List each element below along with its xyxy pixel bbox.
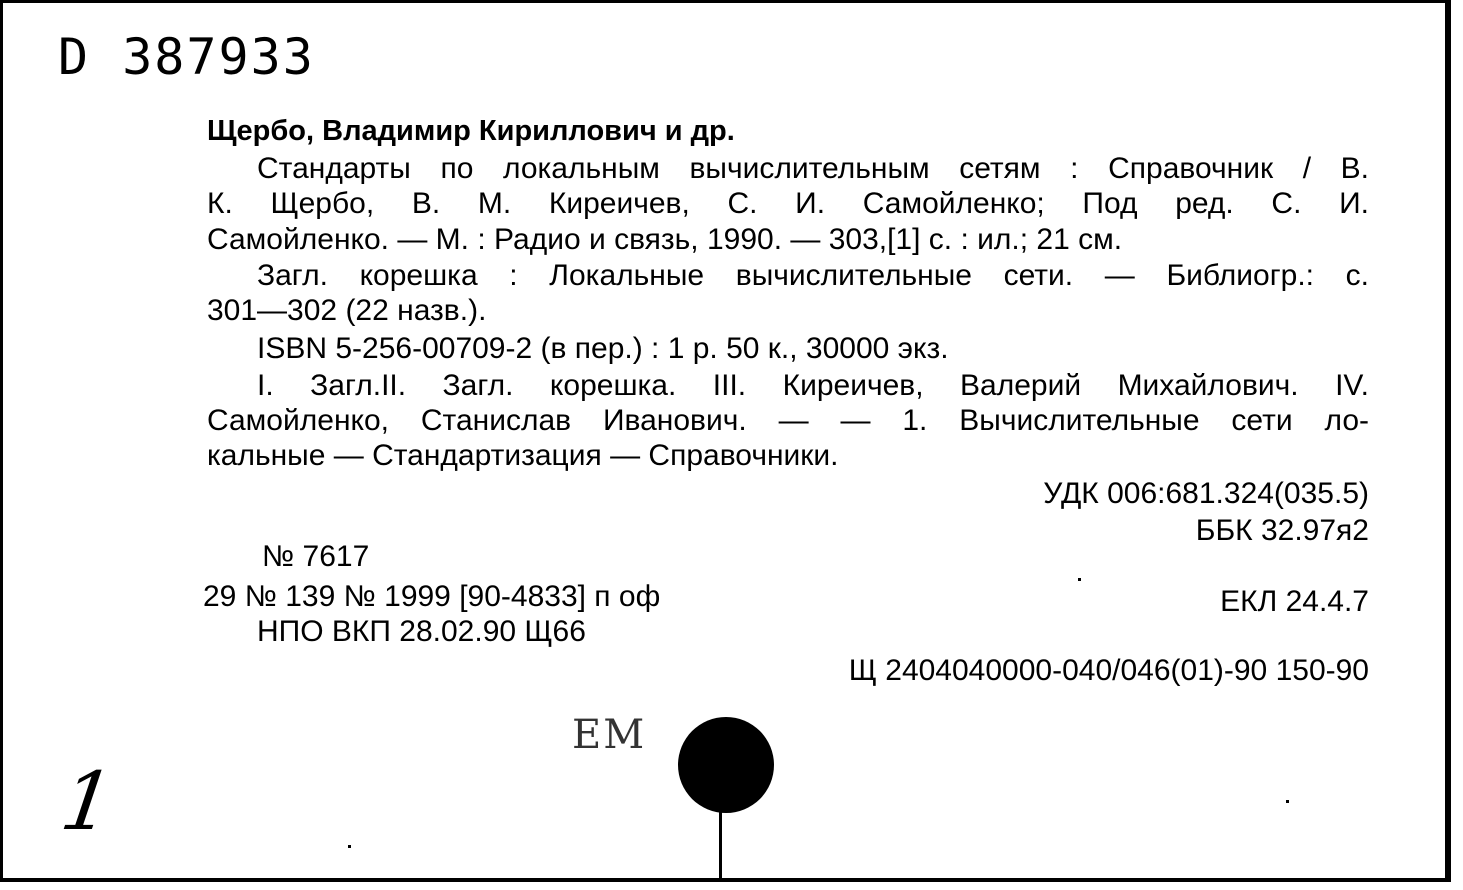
tracing-line-1: I. Загл.II. Загл. корешка. III. Киреичев, Валерий Михайлович. IV. bbox=[257, 369, 1369, 402]
ekl-code: ЕКЛ 24.4.7 bbox=[1220, 585, 1369, 618]
punch-hole bbox=[678, 717, 774, 813]
print-line: 29 № 139 № 1999 [90-4833] п оф bbox=[203, 580, 661, 613]
tracing-line-3: кальные — Стандартизация — Справочники. bbox=[207, 439, 839, 472]
tracing-line-2: Самойленко, Станислав Иванович. — — 1. Вычислительные сети ло- bbox=[207, 404, 1369, 437]
speck bbox=[1286, 800, 1289, 803]
order-number: № 7617 bbox=[262, 540, 370, 573]
isbn-line: ISBN 5-256-00709-2 (в пер.) : 1 р. 50 к., 30000 экз. bbox=[257, 332, 949, 365]
punch-slot bbox=[719, 800, 722, 882]
stamp-mark: ЕМ bbox=[572, 712, 647, 758]
speck bbox=[1078, 578, 1081, 581]
udk-code: УДК 006:681.324(035.5) bbox=[1043, 477, 1369, 510]
publisher-line: НПО ВКП 28.02.90 Щ66 bbox=[257, 615, 586, 648]
handwritten-mark: 1 bbox=[55, 755, 120, 848]
note-line-2: 301—302 (22 назв.). bbox=[207, 294, 487, 327]
note-line-1: Загл. корешка : Локальные вычислительные сети. — Библиогр.: с. bbox=[257, 259, 1369, 292]
call-number: D 387933 bbox=[58, 28, 315, 86]
title-line-1: Стандарты по локальным вычислительным сетям : Справочник / В. bbox=[257, 152, 1369, 185]
author-heading: Щербо, Владимир Кириллович и др. bbox=[207, 115, 735, 147]
title-line-2: К. Щербо, В. М. Киреичев, С. И. Самойленко; Под ред. С. И. bbox=[207, 187, 1369, 220]
speck bbox=[348, 845, 351, 848]
title-line-3: Самойленко. — М. : Радио и связь, 1990. — 303,[1] с. : ил.; 21 см. bbox=[207, 223, 1123, 256]
classification-code: Щ 2404040000-040/046(01)-90 150-90 bbox=[848, 654, 1369, 687]
bbk-code: ББК 32.97я2 bbox=[1195, 514, 1369, 547]
